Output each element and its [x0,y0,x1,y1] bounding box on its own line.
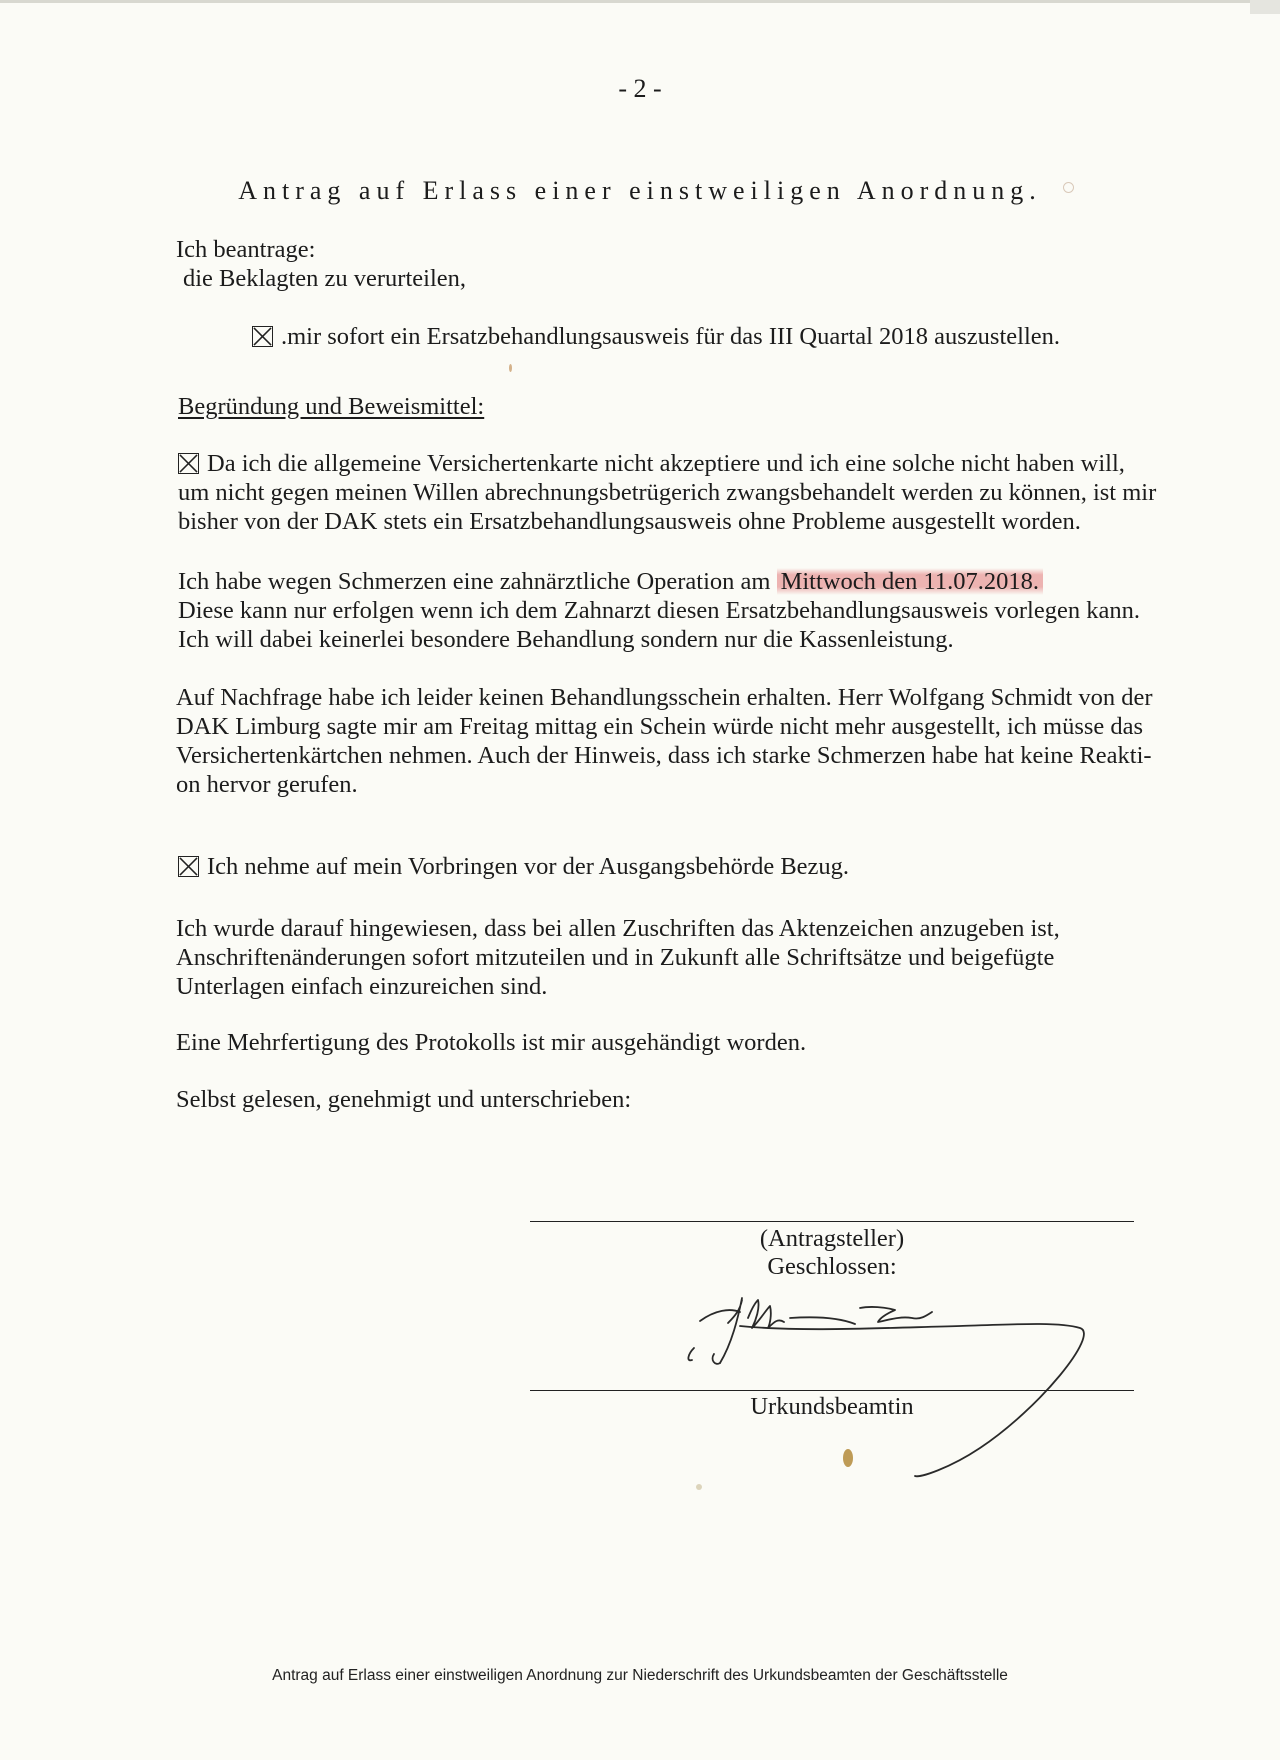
request-item [252,323,1060,351]
paragraph-1-line: bisher von der DAK stets ein Ersatzbehandlungsausweis ohne Probleme ausgestellt worden. [178,508,1081,535]
clerk-label: Urkundsbeamtin [750,1393,914,1420]
checked-box-icon [252,326,273,347]
document-title: Antrag auf Erlass einer einstweiligen Anordnung. [238,176,1042,205]
reference-item [178,853,849,881]
paragraph-2-line: Diese kann nur erfolgen wenn ich dem Zahnarzt diesen Ersatzbehandlungsausweis vorlegen kann. [178,597,1140,624]
closed-label: Geschlossen: [767,1253,897,1280]
clerk-signature-line [530,1390,1134,1391]
reference-item-text: Ich nehme auf mein Vorbringen vor der Ausgangsbehörde Bezug. [207,853,850,880]
paragraph-2-line: Ich will dabei keinerlei besondere Behandlung sondern nur die Kassenleistung. [178,626,954,653]
paragraph-1-line: Da ich die allgemeine Versichertenkarte nicht akzeptiere und ich eine solche nicht haben will, [178,449,1208,478]
paragraph-6: Selbst gelesen, genehmigt und unterschrieben: [176,1086,632,1113]
highlighted-date: Mittwoch den 11.07.2018. [777,568,1043,595]
stain-mark [696,1484,702,1490]
paragraph-5: Eine Mehrfertigung des Protokolls ist mir ausgehändigt worden. [176,1029,807,1056]
reasons-heading: Begründung und Beweismittel: [178,393,485,420]
request-intro: Ich beantrage: [176,236,316,263]
request-item-text: .mir sofort ein Ersatzbehandlungsausweis für das III Quartal 2018 auszustellen. [281,323,1061,350]
page-number: - 2 - [618,74,662,103]
paragraph-2 [178,567,1208,654]
paragraph-3-line: Auf Nachfrage habe ich leider keinen Behandlungsschein erhalten. Herr Wolfgang Schmidt von der [176,684,1153,711]
paragraph-3-line: Versichertenkärtchen nehmen. Auch der Hinweis, dass ich starke Schmerzen habe hat keine Reakti- [176,742,1152,769]
stain-mark [509,364,512,372]
paragraph-4 [176,914,1206,1001]
paragraph-4-line: Unterlagen einfach einzureichen sind. [176,973,548,1000]
checked-box-icon [178,453,199,474]
footer-note: Antrag auf Erlass einer einstweiligen Anordnung zur Niederschrift des Urkundsbeamten der Geschäftsstelle [272,1667,1008,1684]
paragraph-2-line: Ich habe wegen Schmerzen eine zahnärztliche Operation am Mittwoch den 11.07.2018. [178,567,1208,596]
request-sub: die Beklagten zu verurteilen, [183,265,466,292]
checked-box-icon [178,856,199,877]
stain-mark [843,1449,853,1467]
applicant-label: (Antragsteller) [759,1225,905,1252]
paragraph-4-line: Anschriftenänderungen sofort mitzuteilen und in Zukunft alle Schriftsätze und beigefügte [176,944,1055,971]
paragraph-3 [176,683,1206,799]
handwritten-signature [680,1288,1150,1478]
stain-mark [1063,182,1074,193]
paragraph-4-line: Ich wurde darauf hingewiesen, dass bei allen Zuschriften das Aktenzeichen anzugeben ist, [176,915,1060,942]
paragraph-1 [178,449,1208,536]
applicant-signature-line [530,1221,1134,1222]
paragraph-3-line: DAK Limburg sagte mir am Freitag mittag ein Schein würde nicht mehr ausgestellt, ich müsse das [176,713,1144,740]
paragraph-3-line: on hervor gerufen. [176,771,358,798]
paragraph-1-line: um nicht gegen meinen Willen abrechnungsbetrügerich zwangsbehandelt werden zu können, ist mir [178,479,1157,506]
